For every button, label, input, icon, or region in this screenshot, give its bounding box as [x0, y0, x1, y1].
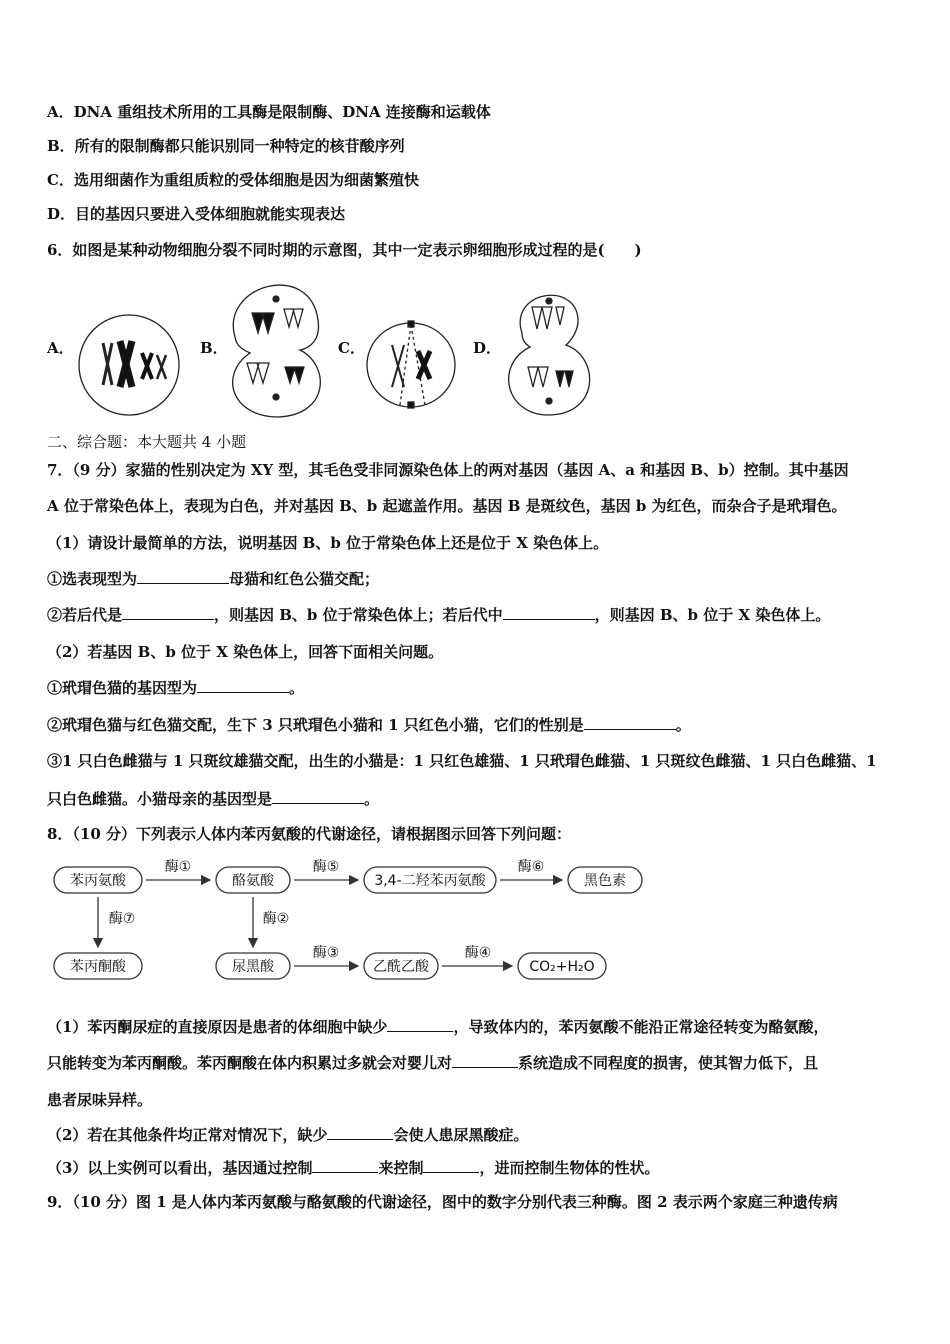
q7-item1-text-a: ①选表现型为	[47, 570, 138, 588]
enzyme-3-label: 酶③	[312, 945, 340, 961]
answer-blank[interactable]	[423, 1158, 479, 1173]
q6-label-a: A．	[47, 339, 74, 357]
q7-item6-text-a: 只白色雌猫。小猫母亲的基因型是	[47, 790, 273, 808]
q8-p1-text-d: 系统造成不同程度的损害，使其智力低下，且	[518, 1054, 819, 1072]
q6-cell-figures	[0, 275, 950, 420]
q7-item4-text-b: 。	[675, 716, 691, 734]
node-co2-h2o: CO₂+H₂O	[529, 959, 595, 975]
answer-blank[interactable]	[584, 715, 676, 730]
node-phenylalanine: 苯丙氨酸	[70, 873, 126, 889]
node-acetoacetate: 乙酰乙酸	[373, 959, 429, 975]
q7-stem-line2: A 位于常染色体上，表现为白色，并对基因 B、b 起遮盖作用。基因 B 是斑纹色，基因 b 为红色，而杂合子是玳瑁色。	[47, 497, 847, 515]
q7-item1-text-b: 母猫和红色公猫交配；	[229, 570, 380, 588]
q7-item4	[47, 715, 691, 735]
answer-blank[interactable]	[503, 605, 595, 620]
q8-p3-text-c: ，进而控制生物体的性状。	[479, 1159, 660, 1177]
q6-label-d: D．	[473, 339, 502, 357]
q8-stem: 8．（10 分）下列表示人体内苯丙氨酸的代谢途径，请根据图示回答下列问题：	[47, 825, 572, 843]
q5-option-b: B．所有的限制酶都只能识别同一种特定的核苷酸序列	[47, 137, 405, 155]
node-phenylpyruvate: 苯丙酮酸	[70, 959, 126, 975]
enzyme-2-label: 酶②	[262, 911, 290, 927]
answer-blank[interactable]	[197, 678, 289, 693]
q8-p2-text-b: 会使人患尿黑酸症。	[393, 1126, 529, 1144]
q5-option-c: C．选用细菌作为重组质粒的受体细胞是因为细菌繁殖快	[47, 171, 419, 189]
q9-stem: 9．（10 分）图 1 是人体内苯丙氨酸与酪氨酸的代谢途径，图中的数字分别代表三种酶。图 2 表示两个家庭三种遗传病	[47, 1193, 838, 1211]
q8-p1-text-a: （1）苯丙酮尿症的直接原因是患者的体细胞中缺少	[47, 1018, 388, 1036]
q7-item2	[47, 605, 830, 625]
enzyme-7-label: 酶⑦	[108, 911, 136, 927]
q8-part3	[47, 1158, 659, 1178]
node-tyrosine: 酪氨酸	[232, 873, 274, 889]
answer-blank[interactable]	[272, 789, 364, 804]
q7-item5: ③1 只白色雌猫与 1 只斑纹雄猫交配，出生的小猫是：1 只红色雄猫、1 只玳瑁色雌猫、1 只斑纹色雌猫、1 只白色雌猫、1	[47, 752, 877, 770]
q7-item2-text-c: ，则基因 B、b 位于 X 染色体上。	[594, 606, 831, 624]
cell-c-figure	[367, 321, 455, 408]
enzyme-4-label: 酶④	[464, 945, 492, 961]
node-homogentisate: 尿黑酸	[232, 959, 274, 975]
enzyme-1-label: 酶①	[164, 859, 192, 875]
q6-stem: 6．如图是某种动物细胞分裂不同时期的示意图，其中一定表示卵细胞形成过程的是( )	[47, 241, 642, 259]
q6-label-b: B．	[200, 339, 228, 357]
cell-b-figure	[233, 285, 321, 417]
answer-blank[interactable]	[122, 605, 214, 620]
q8-p2-text-a: （2）若在其他条件均正常对情况下，缺少	[47, 1126, 328, 1144]
enzyme-6-label: 酶⑥	[517, 859, 545, 875]
q7-item3	[47, 678, 304, 698]
q8-part1-line2	[47, 1053, 818, 1073]
q8-metabolic-pathway-diagram	[48, 855, 668, 985]
q7-item4-text-a: ②玳瑁色猫与红色猫交配，生下 3 只玳瑁色小猫和 1 只红色小猫，它们的性别是	[47, 716, 584, 734]
node-dopa: 3,4-二羟苯丙氨酸	[374, 873, 486, 889]
answer-blank[interactable]	[387, 1017, 453, 1032]
q7-item6-text-b: 。	[364, 790, 380, 808]
answer-blank[interactable]	[312, 1158, 378, 1173]
answer-blank[interactable]	[327, 1125, 393, 1140]
q5-option-d: D．目的基因只要进入受体细胞就能实现表达	[47, 205, 346, 223]
q7-item6	[47, 789, 379, 809]
enzyme-5-label: 酶⑤	[312, 859, 340, 875]
q7-item3-text-b: 。	[289, 679, 305, 697]
answer-blank[interactable]	[137, 569, 229, 584]
section-2-heading: 二、综合题：本大题共 4 小题	[47, 433, 247, 451]
q6-label-c: C．	[338, 339, 365, 357]
q8-p1-text-b: ，导致体内的，苯丙氨酸不能沿正常途径转变为酪氨酸，	[453, 1018, 829, 1036]
cell-a-figure	[79, 315, 179, 415]
q5-option-a: A．DNA 重组技术所用的工具酶是限制酶、DNA 连接酶和运载体	[47, 103, 491, 121]
q7-item1	[47, 569, 379, 589]
q8-part1-line1	[47, 1017, 828, 1037]
q7-item3-text-a: ①玳瑁色猫的基因型为	[47, 679, 198, 697]
q8-p1-text-c: 只能转变为苯丙酮酸。苯丙酮酸在体内积累过多就会对婴儿对	[47, 1054, 453, 1072]
q8-p3-text-b: 来控制	[378, 1159, 424, 1177]
q7-item2-text-a: ②若后代是	[47, 606, 123, 624]
q7-part1: （1）请设计最简单的方法，说明基因 B、b 位于常染色体上还是位于 X 染色体上。	[47, 534, 609, 552]
cell-d-figure	[509, 295, 590, 415]
answer-blank[interactable]	[452, 1053, 518, 1068]
q8-part2	[47, 1125, 528, 1145]
q7-part2: （2）若基因 B、b 位于 X 染色体上，回答下面相关问题。	[47, 643, 444, 661]
q7-stem-line1: 7．（9 分）家猫的性别决定为 XY 型，其毛色受非同源染色体上的两对基因（基因 A、a 和基因 B、b）控制。其中基因	[47, 461, 849, 479]
q8-p3-text-a: （3）以上实例可以看出，基因通过控制	[47, 1159, 313, 1177]
q7-item2-text-b: ，则基因 B、b 位于常染色体上；若后代中	[214, 606, 503, 624]
node-melanin: 黑色素	[584, 873, 626, 889]
q8-part1-line3: 患者尿味异样。	[47, 1091, 153, 1109]
